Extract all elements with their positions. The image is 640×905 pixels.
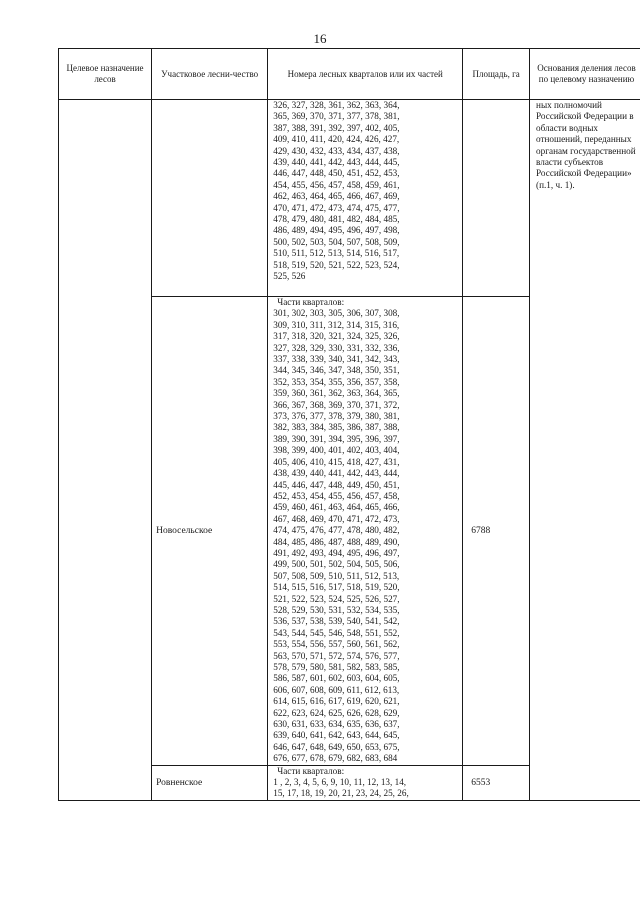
header-area: Площадь, га	[463, 49, 530, 100]
basis-cell: ных полномочий Российской Федерации в области водных отношений, переданных органам государственной власти субъектов Российской Федерации» (п.1, ч. 1).	[530, 100, 640, 801]
table-row	[59, 100, 640, 297]
area-cell	[463, 100, 530, 297]
forestry-name: Новосельское	[152, 297, 268, 766]
table-header-row	[59, 49, 640, 100]
forestry-name: Ровненское	[152, 765, 268, 800]
header-purpose: Целевое назначение лесов	[59, 49, 152, 100]
page-number: 16	[313, 31, 327, 46]
quarters-list: 1 , 2, 3, 4, 5, 6, 9, 10, 11, 12, 13, 14, 15, 17, 18, 19, 20, 21, 23, 24, 25, 26,	[273, 777, 409, 799]
forest-purpose-table	[58, 48, 640, 801]
header-basis: Основания деления лесов по целевому назначению	[530, 49, 640, 100]
forestry-cell	[152, 100, 268, 297]
quarters-cell	[268, 297, 463, 766]
parts-label: Части кварталов:	[277, 765, 345, 776]
quarters-cell	[268, 765, 463, 800]
parts-label: Части кварталов:	[277, 297, 345, 307]
quarters-cell: 326, 327, 328, 361, 362, 363, 364, 365, 369, 370, 371, 377, 378, 381, 387, 388, 391, 392, 397, 402, 405, 409, 410, 411, 420, 424, 426, 427, 429, 430, 432, 433, 434, 437, 438, 439, 440, 441, 442, 443, 444, 445, 446, 447, 448, 450, 451, 452, 453, 454, 455, 456, 457, 458, 459, 461, 462, 463, 464, 465, 466, 467, 469, 470, 471, 472, 473, 474, 475, 477, 478, 479, 480, 481, 482, 484, 485, 486, 489, 494, 495, 496, 497, 498, 500, 502, 503, 504, 507, 508, 509, 510, 511, 512, 513, 514, 516, 517, 518, 519, 520, 521, 522, 523, 524, 525, 526	[268, 100, 463, 297]
header-quarters: Номера лесных кварталов или их частей	[268, 49, 463, 100]
area-value: 6553	[463, 765, 530, 800]
purpose-cell	[59, 100, 152, 801]
quarters-list: 301, 302, 303, 305, 306, 307, 308, 309, 310, 311, 312, 314, 315, 316, 317, 318, 320, 321, 324, 325, 326, 327, 328, 329, 330, 331, 332, 336, 337, 338, 339, 340, 341, 342, 343, 344, 345, 346, 347, 348, 350, 351, 352, 353, 354, 355, 356, 357, 358, 359, 360, 361, 362, 363, 364, 365, 366, 367, 368, 369, 370, 371, 372, 373, 376, 377, 378, 379, 380, 381, 382, 383, 384, 385, 386, 387, 388, 389, 390, 391, 394, 395, 396, 397, 398, 399, 400, 401, 402, 403, 404, 405, 406, 410, 415, 418, 427, 431, 438, 439, 440, 441, 442, 443, 444, 445, 446, 447, 448, 449, 450, 451, 452, 453, 454, 455, 456, 457, 458, 459, 460, 461, 463, 464, 465, 466, 467, 468, 469, 470, 471, 472, 473, 474, 475, 476, 477, 478, 480, 482, 484, 485, 486, 487, 488, 489, 490, 491, 492, 493, 494, 495, 496, 497, 499, 500, 501, 502, 504, 505, 506, 507, 508, 509, 510, 511, 512, 513, 514, 515, 516, 517, 518, 519, 520, 521, 522, 523, 524, 525, 526, 527, 528, 529, 530, 531, 532, 534, 535, 536, 537, 538, 539, 540, 541, 542, 543, 544, 545, 546, 548, 551, 552, 553, 554, 556, 557, 560, 561, 562, 563, 570, 571, 572, 574, 576, 577, 578, 579, 580, 581, 582, 583, 585, 586, 587, 601, 602, 603, 604, 605, 606, 607, 608, 609, 611, 612, 613, 614, 615, 616, 617, 619, 620, 621, 622, 623, 624, 625, 626, 628, 629, 630, 631, 633, 634, 635, 636, 637, 639, 640, 641, 642, 643, 644, 645, 646, 647, 648, 649, 650, 653, 675, 676, 677, 678, 679, 682, 683, 684	[273, 308, 400, 764]
header-forestry: Участковое лесни-чество	[152, 49, 268, 100]
area-value: 6788	[463, 297, 530, 766]
